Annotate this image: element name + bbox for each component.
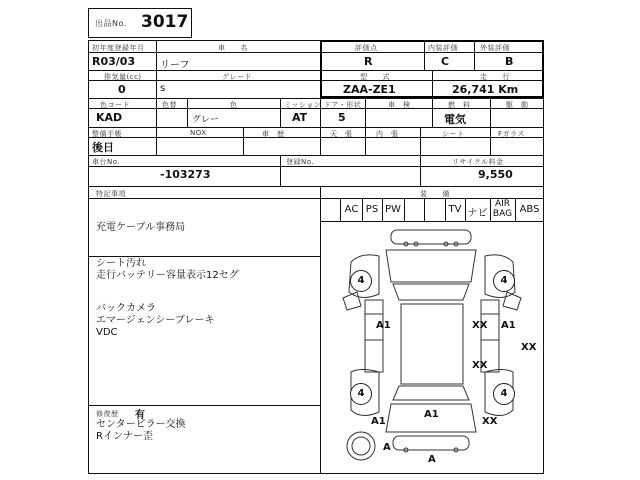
color-change-label: 色替 <box>162 101 177 109</box>
note-line: VDC <box>96 327 118 338</box>
model-code-value: ZAA-ZE1 <box>343 83 396 96</box>
damage-trunk: A1 <box>424 409 439 420</box>
model-code-label: 型 式 <box>360 73 390 81</box>
rule <box>187 98 188 127</box>
rule <box>432 70 433 98</box>
rule <box>156 98 157 127</box>
equipment-label: 装 備 <box>420 190 450 198</box>
fuel-label: 燃 料 <box>448 101 471 109</box>
mileage-value: 26,741 Km <box>452 83 519 96</box>
rule <box>490 127 491 155</box>
car-damage-diagram <box>321 222 543 473</box>
damage-right-front-door: XX <box>472 320 488 331</box>
equip-abs: ABS <box>519 204 540 215</box>
equip-airbag: AIR BAG <box>492 199 513 219</box>
rule <box>420 155 421 186</box>
damage-left-rear-quarter: A1 <box>371 416 386 427</box>
repair-value: 有 <box>135 410 145 421</box>
score-label: 評価点 <box>355 44 378 52</box>
grade-label: グレード <box>222 73 252 81</box>
interior-label: 内装評価 <box>428 44 458 52</box>
color-label: 色 <box>230 101 238 109</box>
note-line: バックカメラ <box>96 303 156 314</box>
chassis-label: 車台No. <box>92 158 121 166</box>
model-name-value: リーフ <box>160 60 190 71</box>
rule <box>365 98 366 127</box>
exterior-label: 外装評価 <box>480 44 510 52</box>
equip-navi: ナビ <box>467 208 488 219</box>
damage-right-front-fender: A1 <box>501 320 516 331</box>
grade-value: s <box>160 83 166 94</box>
damage-right-rear-quarter: XX <box>482 416 498 427</box>
rule <box>490 98 491 127</box>
repair-line: センターピラー交換 <box>96 419 186 430</box>
rule <box>280 98 281 127</box>
nox-label: NOX <box>190 129 207 137</box>
rule <box>156 70 157 98</box>
equip-ps: PS <box>365 204 379 215</box>
rule <box>88 256 320 257</box>
displacement-label: 排気量(cc) <box>104 73 142 81</box>
tire-rear-left: 4 <box>350 383 372 405</box>
displacement-value: 0 <box>118 83 126 96</box>
color-code-label: 色コード <box>100 101 130 109</box>
equip-ac: AC <box>344 204 359 215</box>
interior-value: C <box>441 55 450 68</box>
equip-tv: TV <box>448 204 462 215</box>
fuel-value: 電気 <box>444 113 466 126</box>
rule <box>420 127 421 155</box>
damage-rear-bumper: A <box>428 454 436 465</box>
inspection-label: 車 検 <box>388 101 411 109</box>
rule <box>243 127 244 155</box>
transmission-value: AT <box>292 111 308 124</box>
color-value: グレー <box>192 115 220 125</box>
chassis-value: -103273 <box>160 168 211 181</box>
model-name-label: 車 名 <box>218 44 248 52</box>
rule <box>156 40 157 70</box>
rule <box>88 155 544 156</box>
recycle-label: リサイクル料金 <box>452 158 504 166</box>
damage-right-outer: XX <box>521 342 537 353</box>
tire-rear-right: 4 <box>493 383 515 405</box>
note-line: エマージェンシーブレーキ <box>96 315 215 326</box>
transmission-label: ミッション <box>284 101 322 109</box>
repair-line: Rインナー歪 <box>96 431 153 442</box>
rule <box>432 98 433 127</box>
note-line: 走行バッテリー容量表示12セグ <box>96 270 239 281</box>
mileage-label: 走 行 <box>480 73 510 81</box>
rule <box>474 40 475 70</box>
rule <box>156 127 157 155</box>
notes-label: 特記事項 <box>96 190 126 198</box>
rule <box>88 198 544 199</box>
glass-label: Fガラス <box>498 130 525 138</box>
color-code-value: KAD <box>96 111 123 124</box>
damage-left-front-door: A1 <box>376 320 391 331</box>
rule <box>424 198 425 221</box>
damage-rear-bumper-left: A <box>383 442 391 453</box>
rule <box>404 198 405 221</box>
equip-pw: PW <box>385 204 401 215</box>
repair-label: 修復歴 <box>96 410 119 418</box>
note-line: シート汚れ <box>96 258 146 269</box>
doors-label: ドア・形状 <box>324 101 362 109</box>
score-value: R <box>364 55 373 68</box>
seat-label: シート <box>442 130 465 138</box>
rule <box>424 40 425 70</box>
doors-value: 5 <box>338 111 346 124</box>
rule <box>280 155 281 186</box>
recycle-value: 9,550 <box>478 168 513 181</box>
manual-value: 後日 <box>92 141 114 154</box>
lot-number-box <box>88 8 192 38</box>
drive-label: 駆 動 <box>506 101 529 109</box>
note-line: 充電ケーブル事務局 <box>96 222 186 233</box>
rule <box>88 405 320 406</box>
interior-upholstery-label: 内 張 <box>376 130 399 138</box>
manual-label: 整備手帳 <box>92 130 122 138</box>
exterior-value: B <box>505 55 514 68</box>
damage-right-rear-door: XX <box>472 360 488 371</box>
first-reg-label: 初年度登録年月 <box>92 44 145 52</box>
lot-number-label: 出品No. <box>95 19 127 28</box>
tire-front-left: 4 <box>350 270 372 292</box>
tire-front-right: 4 <box>493 270 515 292</box>
reg-no-label: 登録No. <box>286 158 315 166</box>
lot-number-value: 3017 <box>141 12 189 32</box>
sunroof-label: 天 張 <box>330 130 353 138</box>
history-label: 車 歴 <box>262 130 285 138</box>
rule <box>88 186 544 187</box>
rule <box>365 127 366 155</box>
rule <box>320 127 321 155</box>
first-reg-value: R03/03 <box>92 55 136 68</box>
